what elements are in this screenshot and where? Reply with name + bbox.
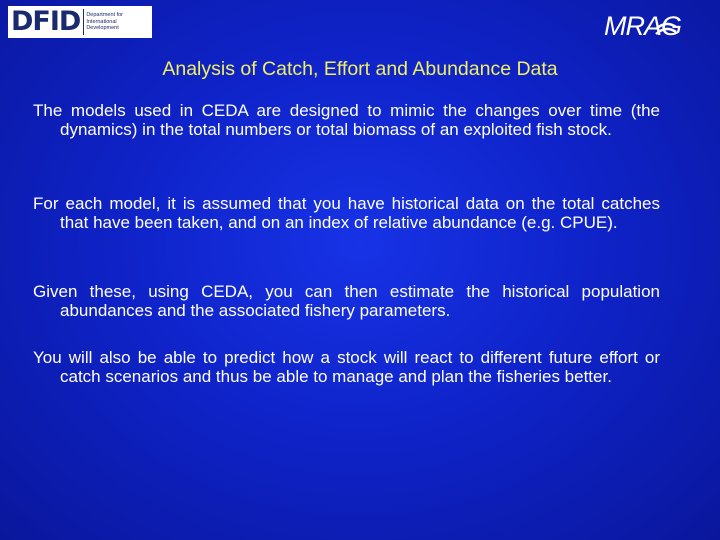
dfid-logo-divider (83, 9, 84, 35)
body-paragraph: For each model, it is assumed that you have historical data on the total catches that have been taken, and on an index of relative abundance (e.g. CPUE). (33, 194, 660, 232)
body-paragraph: You will also be able to predict how a stock will react to different future effort or catch scenarios and thus be able to manage and plan the fisheries better. (33, 348, 660, 386)
dfid-logo-mark: DFID (11, 6, 81, 37)
mrag-logo (604, 10, 700, 40)
dfid-subtext-line: Department for (86, 12, 124, 19)
body-paragraph: Given these, using CEDA, you can then estimate the historical population abundances and the associated fishery parameters. (33, 282, 660, 320)
body-paragraph: The models used in CEDA are designed to mimic the changes over time (the dynamics) in the total numbers or total biomass of an exploited fish stock. (33, 101, 660, 139)
mrag-logo-text: MRAG (604, 11, 681, 40)
dfid-logo-subtext (86, 12, 123, 32)
dfid-logo (8, 6, 152, 38)
dfid-subtext-line: Development (86, 25, 119, 32)
dfid-subtext-line: International (86, 18, 117, 25)
slide-title: Analysis of Catch, Effort and Abundance Data (162, 58, 558, 80)
